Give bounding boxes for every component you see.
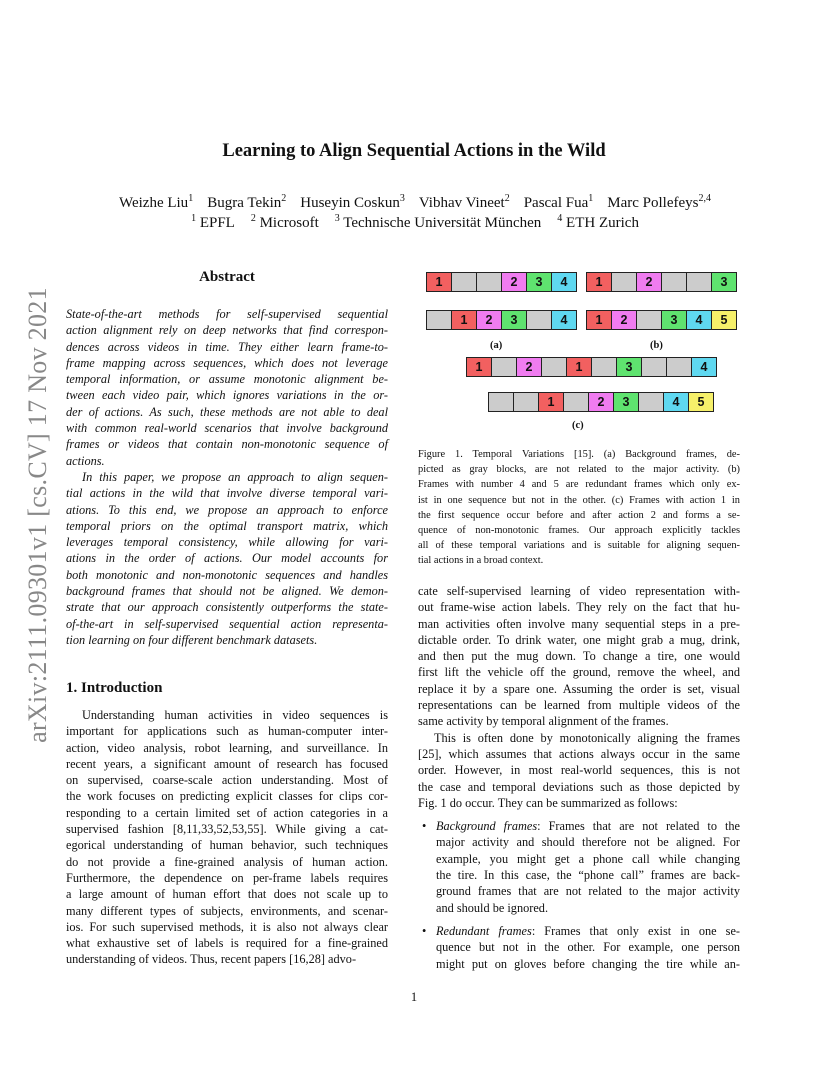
paper-title: Learning to Align Sequential Actions in the Wild: [222, 141, 606, 161]
arxiv-identifier: [18, 265, 58, 765]
abstract-heading: Abstract: [199, 269, 255, 285]
action-block-4: 4: [686, 310, 712, 330]
author-list: [40, 193, 790, 213]
author: [119, 195, 193, 211]
text-line: important for applications such as human-computer inter-: [66, 724, 388, 739]
text-line: the work focuses on predicting explicit classes for clips cor-: [66, 789, 388, 804]
text-line: out frame-wise action labels. They rely on the fact that hu-: [418, 600, 740, 615]
text-line: tial actions in a broad context.: [418, 555, 544, 567]
background-block: [686, 272, 712, 292]
background-block: [488, 392, 514, 412]
author: [607, 195, 711, 211]
text-line: Figure 1. Temporal Variations [15]. (a) Background frames, de-: [418, 449, 740, 460]
right-column-body: [418, 583, 740, 972]
text-line: background frames that should not be aligned. We demon-: [66, 584, 388, 599]
text-line: ations in the order of actions. Our model accounts for: [66, 551, 388, 566]
arxiv-identifier-text: arXiv:2111.09301v1 [cs.CV] 17 Nov 2021: [23, 287, 52, 743]
text-line: ations. To this end, we propose an approach to enforce: [66, 502, 388, 517]
text-line: many different types of subjects, environments, and scenar-: [66, 903, 388, 918]
affiliation-mark: 2: [250, 213, 256, 224]
action-block-1: 1: [586, 272, 612, 292]
text-line: frames or videos that contain non-monotonic sequence of: [66, 437, 388, 452]
bullet-item: [418, 818, 740, 916]
author: [419, 195, 510, 211]
text-line: dictable order. To drink water, one might grab a mug, drink,: [418, 632, 740, 647]
text-line: ist in one sequence but not in the other. (c) Frames with action 1 in: [418, 494, 740, 506]
text-line: example, you might get a phone call while changing: [436, 851, 740, 866]
action-block-3: 3: [526, 272, 552, 292]
action-block-4: 4: [691, 357, 717, 377]
action-block-4: 4: [663, 392, 689, 412]
text-line: strate that our approach consistently outperforms the state-: [66, 600, 388, 615]
text-line: Furthermore, the dependence on per-frame labels requires: [66, 870, 388, 885]
background-block: [563, 392, 589, 412]
text-line: Understanding human activities in video sequences is: [82, 708, 388, 722]
text-line: and should be ignored.: [436, 900, 549, 915]
text-line: temporal priors on the optimal transport matrix, which: [66, 518, 388, 533]
affiliation-name: ETH Zurich: [566, 215, 639, 231]
text-line: Fig. 1 do occur. They can be summarized as follows:: [418, 795, 678, 810]
text-line: cate self-supervised learning of video representation with-: [418, 584, 740, 598]
text-line: frame mapping across sequences, which does not leverage: [66, 355, 388, 370]
affiliation-mark: 4: [557, 213, 563, 224]
affiliation: [557, 215, 639, 231]
author-affiliation-mark: 1: [188, 193, 194, 204]
figure-1: [418, 268, 740, 438]
text-line: ground frames that are not related to the major activity: [436, 884, 740, 899]
introduction-body: [66, 707, 388, 968]
text-line: quence of non-monotonic frames. Our approach explicitly tackles: [418, 525, 740, 537]
action-block-1: 1: [538, 392, 564, 412]
background-block: [611, 272, 637, 292]
affiliation-name: Technische Universität München: [343, 215, 542, 231]
text-line: a large amount of human effort that does not scale up to: [66, 887, 388, 902]
text-line: tion learning on four different benchmark datasets.: [66, 632, 318, 647]
text-line: order. However, in most real-world sequences, this is not: [418, 763, 740, 778]
background-block: [661, 272, 687, 292]
text-line: same activity by temporal alignment of the frames.: [418, 714, 669, 729]
author-affiliation-mark: 2: [281, 193, 287, 204]
text-line: Background frames: Frames that are not related to the: [436, 819, 740, 834]
text-line: do not provide a fine-grained analysis of human action.: [66, 854, 388, 869]
action-block-2: 2: [476, 310, 502, 330]
background-block: [591, 357, 617, 377]
figure-sublabel: (c): [572, 420, 584, 431]
text-line: Redundant frames: Frames that only exist in one se-: [436, 923, 740, 938]
background-block: [636, 310, 662, 330]
author-affiliation-mark: 2,4: [698, 193, 711, 204]
action-block-4: 4: [551, 310, 577, 330]
text-line: man activities often involve many sequential steps in a pre-: [418, 616, 740, 631]
author: [300, 195, 405, 211]
figure-sublabel: (b): [650, 340, 663, 351]
action-block-1: 1: [566, 357, 592, 377]
author-affiliation-mark: 1: [588, 193, 594, 204]
text-line: major activity and should therefore not be aligned. For: [436, 835, 740, 850]
action-block-5: 5: [688, 392, 714, 412]
text-line: [25], which assumes that actions always occur in the same: [418, 746, 740, 761]
background-block: [666, 357, 692, 377]
abstract-body: [66, 306, 388, 648]
text-line: and then put the mug down. To change a tire, one would: [418, 649, 740, 664]
text-line: ios. For such supervised methods, it is also not always clear: [66, 919, 388, 934]
affiliation-name: Microsoft: [259, 215, 319, 231]
action-block-3: 3: [616, 357, 642, 377]
text-line: tial actions in the wild that involve diverse temporal vari-: [66, 486, 388, 501]
author: [207, 195, 286, 211]
affiliation: [335, 215, 542, 231]
background-block: [638, 392, 664, 412]
text-line: supervised fashion [8,11,33,52,53,55]. While giving a cat-: [66, 822, 388, 837]
author: [524, 195, 594, 211]
text-line: leverages temporal consistency, while allowing for vari-: [66, 535, 388, 550]
text-line: the case and temporal deviations such as those depicted by: [418, 779, 740, 794]
text-line: might put on gloves before changing the tire while an-: [436, 956, 740, 971]
author-name: Marc Pollefeys: [607, 195, 699, 211]
text-line: representations can be learned from multiple videos of the: [418, 698, 740, 713]
author-name: Pascal Fua: [523, 195, 589, 211]
text-line: first lift the vehicle off the ground, remove the wheel, and: [418, 665, 740, 680]
text-line: the tire. In this case, the “phone call” frames are back-: [436, 868, 740, 883]
text-line: quence but not in the other. For example, one person: [436, 940, 740, 955]
action-block-2: 2: [611, 310, 637, 330]
action-block-3: 3: [613, 392, 639, 412]
action-block-1: 1: [451, 310, 477, 330]
bullet-item: [418, 923, 740, 972]
action-block-5: 5: [711, 310, 737, 330]
bullet-mark: •: [422, 819, 427, 834]
background-block: [426, 310, 452, 330]
action-block-1: 1: [426, 272, 452, 292]
figure-1-caption: [418, 447, 740, 569]
text-line: der of actions. As such, these methods are not able to deal: [66, 404, 388, 419]
background-block: [526, 310, 552, 330]
text-line: understanding of videos. Thus, recent papers [16,28] advo-: [66, 952, 357, 967]
text-line: responding to a certain limited set of action categories in a: [66, 805, 388, 820]
text-line: temporal information, or assume monotonic alignment be-: [66, 372, 388, 387]
text-line: dences across videos in time. They either learn frame-to-: [66, 339, 388, 354]
action-block-3: 3: [661, 310, 687, 330]
text-line: In this paper, we propose an approach to align sequen-: [82, 469, 388, 484]
author-affiliation-mark: 3: [399, 193, 405, 204]
text-line: the first sequence occur before and after action 2 and forms a se-: [418, 509, 740, 521]
author-name: Weizhe Liu: [119, 195, 189, 211]
text-line: action alignment rely on deep networks that find correspon-: [66, 323, 388, 338]
text-line: recent years, a significant amount of research has focused: [66, 756, 388, 771]
background-block: [641, 357, 667, 377]
affiliation-mark: 1: [191, 213, 197, 224]
author-affiliation-mark: 2: [504, 193, 510, 204]
action-block-2: 2: [501, 272, 527, 292]
text-line: State-of-the-art methods for self-supervised sequential: [66, 307, 388, 321]
text-line: with common real-world scenarios that involve background: [66, 421, 388, 436]
text-line: action, video analysis, robot learning, and surveillance. In: [66, 740, 388, 755]
affiliation: [191, 215, 235, 231]
background-block: [451, 272, 477, 292]
affiliation-name: EPFL: [199, 215, 235, 231]
affiliation-mark: 3: [334, 213, 340, 224]
text-line: all of these temporal variations and is suitable for aligning sequen-: [418, 540, 740, 552]
affiliation: [251, 215, 319, 231]
action-block-2: 2: [588, 392, 614, 412]
text-line: egorical understanding of human behavior, such techniques: [66, 838, 388, 853]
author-name: Vibhav Vineet: [418, 195, 505, 211]
text-line: actions.: [66, 453, 105, 468]
text-line: tween each video pair, which ignores variations in the or-: [66, 388, 388, 403]
action-block-3: 3: [711, 272, 737, 292]
background-block: [513, 392, 539, 412]
action-block-2: 2: [516, 357, 542, 377]
figure-sublabel: (a): [490, 340, 503, 351]
introduction-heading: 1. Introduction: [66, 680, 163, 696]
action-block-1: 1: [466, 357, 492, 377]
background-block: [541, 357, 567, 377]
author-name: Huseyin Coskun: [300, 195, 400, 211]
text-line: on supervised, coarse-scale action understanding. Most of: [66, 773, 388, 788]
text-line: replace it by a spare one. Assuming the order is set, visual: [418, 681, 740, 696]
text-line: This is often done by monotonically aligning the frames: [434, 730, 740, 745]
text-line: of-the-art in self-supervised sequential action representa-: [66, 616, 388, 631]
background-block: [491, 357, 517, 377]
action-block-3: 3: [501, 310, 527, 330]
text-line: Frames with number 4 and 5 are redundant frames which only ex-: [418, 479, 740, 491]
action-block-4: 4: [551, 272, 577, 292]
author-name: Bugra Tekin: [207, 195, 282, 211]
affiliation-list: [40, 213, 790, 233]
text-line: what exhaustive set of labels is required for a fine-grained: [66, 936, 388, 951]
text-line: picted as gray blocks, are not related to the major activity. (b): [418, 464, 740, 476]
background-block: [476, 272, 502, 292]
bullet-mark: •: [422, 923, 427, 938]
text-line: both monotonic and non-monotonic sequences and handles: [66, 567, 388, 582]
action-block-2: 2: [636, 272, 662, 292]
action-block-1: 1: [586, 310, 612, 330]
page-number: 1: [410, 990, 418, 1004]
